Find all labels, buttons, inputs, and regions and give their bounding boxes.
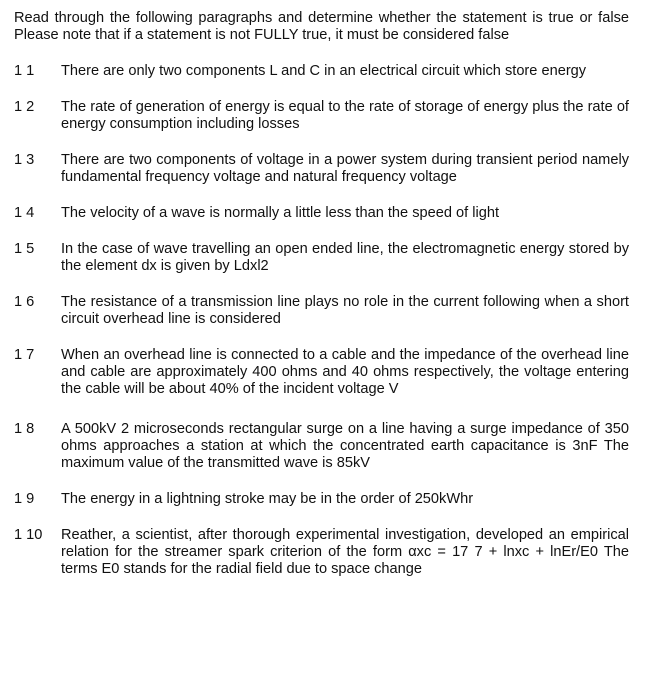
question-item (14, 99, 629, 133)
question-item (14, 491, 629, 508)
question-item (14, 241, 629, 275)
question-item (14, 294, 629, 328)
instructions-paragraph: Read through the following paragraphs and determine whether the statement is true or false Please note that if a statement is not FULLY true, it must be considered false (14, 10, 629, 43)
question-number: 1 5 (14, 241, 35, 257)
question-item (14, 347, 629, 398)
question-number: 1 7 (14, 347, 35, 363)
question-text: Reather, a scientist, after thorough experimental investigation, developed an empirical relation for the streamer spark criterion of the form αxc = 17 7 + lnxc + lnEr/E0 The terms E0 stands for the radial field due to space change (61, 527, 629, 577)
question-number: 1 3 (14, 152, 35, 168)
question-item (14, 152, 629, 186)
question-item (14, 421, 629, 472)
question-text: In the case of wave travelling an open ended line, the electromagnetic energy stored by the element dx is given by Ldxl2 (61, 241, 629, 274)
question-item (14, 63, 629, 80)
question-number: 1 1 (14, 63, 35, 79)
question-item (14, 205, 629, 222)
question-number: 1 10 (14, 527, 43, 543)
question-text: When an overhead line is connected to a cable and the impedance of the overhead line and cable are approximately 400 ohms and 40 ohms respectively, the voltage entering the cable will be about 40% of the incident voltage V (61, 347, 629, 397)
question-number: 1 4 (14, 205, 35, 221)
question-text: There are two components of voltage in a power system during transient period namely fundamental frequency voltage and natural frequency voltage (61, 152, 629, 185)
question-text: The velocity of a wave is normally a little less than the speed of light (61, 205, 500, 221)
question-text: There are only two components L and C in an electrical circuit which store energy (61, 63, 587, 79)
question-text: The resistance of a transmission line plays no role in the current following when a short circuit overhead line is considered (61, 294, 629, 327)
question-number: 1 9 (14, 491, 35, 507)
question-text: The energy in a lightning stroke may be in the order of 250kWhr (61, 491, 474, 507)
question-number: 1 6 (14, 294, 35, 310)
question-item (14, 527, 629, 578)
question-text: A 500kV 2 microseconds rectangular surge on a line having a surge impedance of 350 ohms approaches a station at which the concentrated earth capacitance is 3nF The maximum value of the transmitted wave is 85kV (61, 421, 629, 471)
question-text: The rate of generation of energy is equal to the rate of storage of energy plus the rate of energy consumption including losses (61, 99, 629, 132)
question-number: 1 2 (14, 99, 35, 115)
question-number: 1 8 (14, 421, 35, 437)
